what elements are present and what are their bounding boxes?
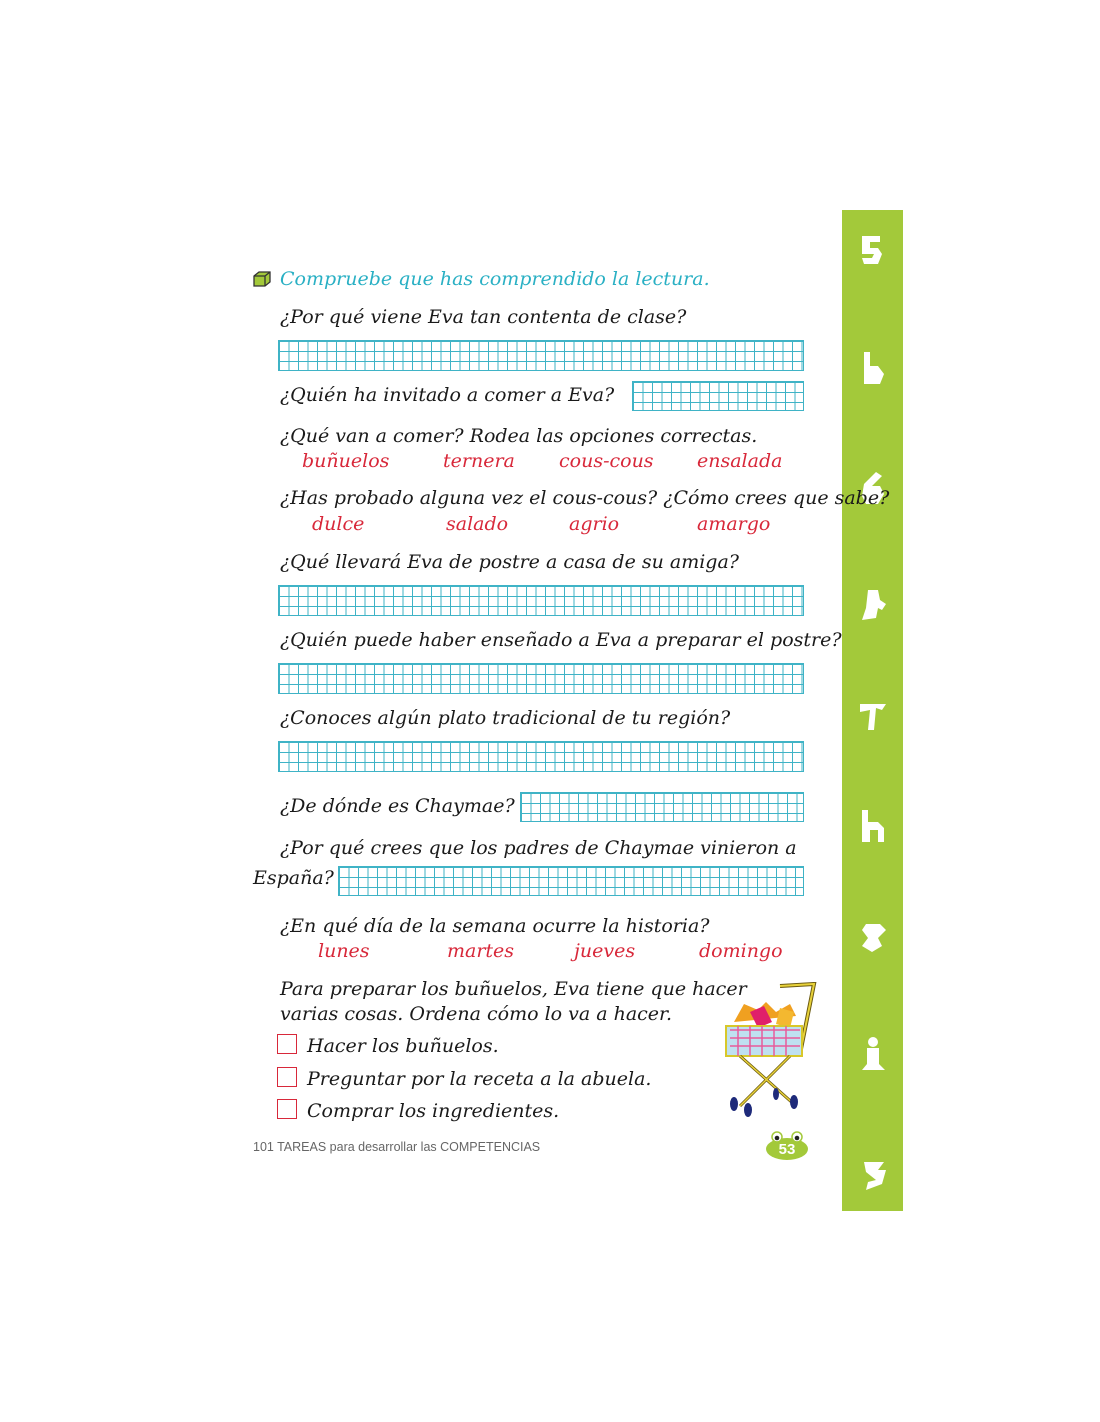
option-ensalada[interactable]: ensalada	[697, 450, 783, 472]
option-lunes[interactable]: lunes	[318, 940, 370, 962]
order-checkbox-3[interactable]	[277, 1099, 297, 1119]
answer-grid-2[interactable]	[632, 381, 804, 411]
figure-icon	[858, 1036, 888, 1072]
shopping-cart-illustration	[720, 982, 818, 1117]
figure-icon	[858, 698, 888, 734]
option-salado[interactable]: salado	[446, 513, 509, 535]
question-10: ¿En qué día de la semana ocurre la historia?	[280, 915, 710, 937]
order-instructions-1: Para preparar los buñuelos, Eva tiene que hacer	[280, 978, 747, 1000]
section-title: Compruebe que has comprendido la lectura.	[280, 268, 710, 290]
figure-icon	[858, 1158, 888, 1194]
option-agrio[interactable]: agrio	[569, 513, 620, 535]
answer-grid-8[interactable]	[520, 792, 804, 822]
question-7: ¿Conoces algún plato tradicional de tu región?	[280, 707, 731, 729]
figure-icon	[858, 232, 888, 268]
figure-icon	[858, 920, 888, 956]
question-9-cont: España?	[253, 867, 334, 889]
answer-grid-5[interactable]	[278, 585, 804, 616]
answer-grid-7[interactable]	[278, 741, 804, 772]
order-checkbox-2[interactable]	[277, 1067, 297, 1087]
option-amargo[interactable]: amargo	[697, 513, 771, 535]
option-domingo[interactable]: domingo	[699, 940, 783, 962]
question-6: ¿Quién puede haber enseñado a Eva a preparar el postre?	[280, 629, 842, 651]
answer-grid-6[interactable]	[278, 663, 804, 694]
answer-grid-1[interactable]	[278, 340, 804, 371]
order-item-1: Hacer los buñuelos.	[307, 1035, 499, 1057]
footer-text: 101 TAREAS para desarrollar las COMPETENCIAS	[253, 1140, 541, 1154]
option-jueves[interactable]: jueves	[574, 940, 636, 962]
decorative-sidebar	[842, 210, 903, 1211]
answer-grid-9[interactable]	[338, 866, 804, 896]
cube-bullet-icon	[252, 270, 272, 288]
option-bunuelos[interactable]: buñuelos	[302, 450, 390, 472]
question-1: ¿Por qué viene Eva tan contenta de clase?	[280, 306, 687, 328]
figure-icon	[858, 588, 888, 624]
option-martes[interactable]: martes	[447, 940, 515, 962]
page-number-badge	[765, 1130, 809, 1160]
option-ternera[interactable]: ternera	[443, 450, 515, 472]
order-instructions-2: varias cosas. Ordena cómo lo va a hacer.	[280, 1003, 673, 1025]
option-dulce[interactable]: dulce	[312, 513, 365, 535]
question-4: ¿Has probado alguna vez el cous-cous? ¿Cómo crees que sabe?	[280, 487, 890, 509]
order-checkbox-1[interactable]	[277, 1034, 297, 1054]
page-number: 53	[778, 1141, 796, 1158]
option-cous-cous[interactable]: cous-cous	[559, 450, 654, 472]
question-8: ¿De dónde es Chaymae?	[280, 795, 515, 817]
question-2: ¿Quién ha invitado a comer a Eva?	[280, 384, 615, 406]
question-9: ¿Por qué crees que los padres de Chaymae vinieron a	[280, 837, 797, 859]
question-5: ¿Qué llevará Eva de postre a casa de su amiga?	[280, 551, 739, 573]
question-3: ¿Qué van a comer? Rodea las opciones correctas.	[280, 425, 758, 447]
order-item-3: Comprar los ingredientes.	[307, 1100, 560, 1122]
figure-icon	[858, 350, 888, 386]
order-item-2: Preguntar por la receta a la abuela.	[307, 1068, 652, 1090]
figure-icon	[858, 808, 888, 844]
